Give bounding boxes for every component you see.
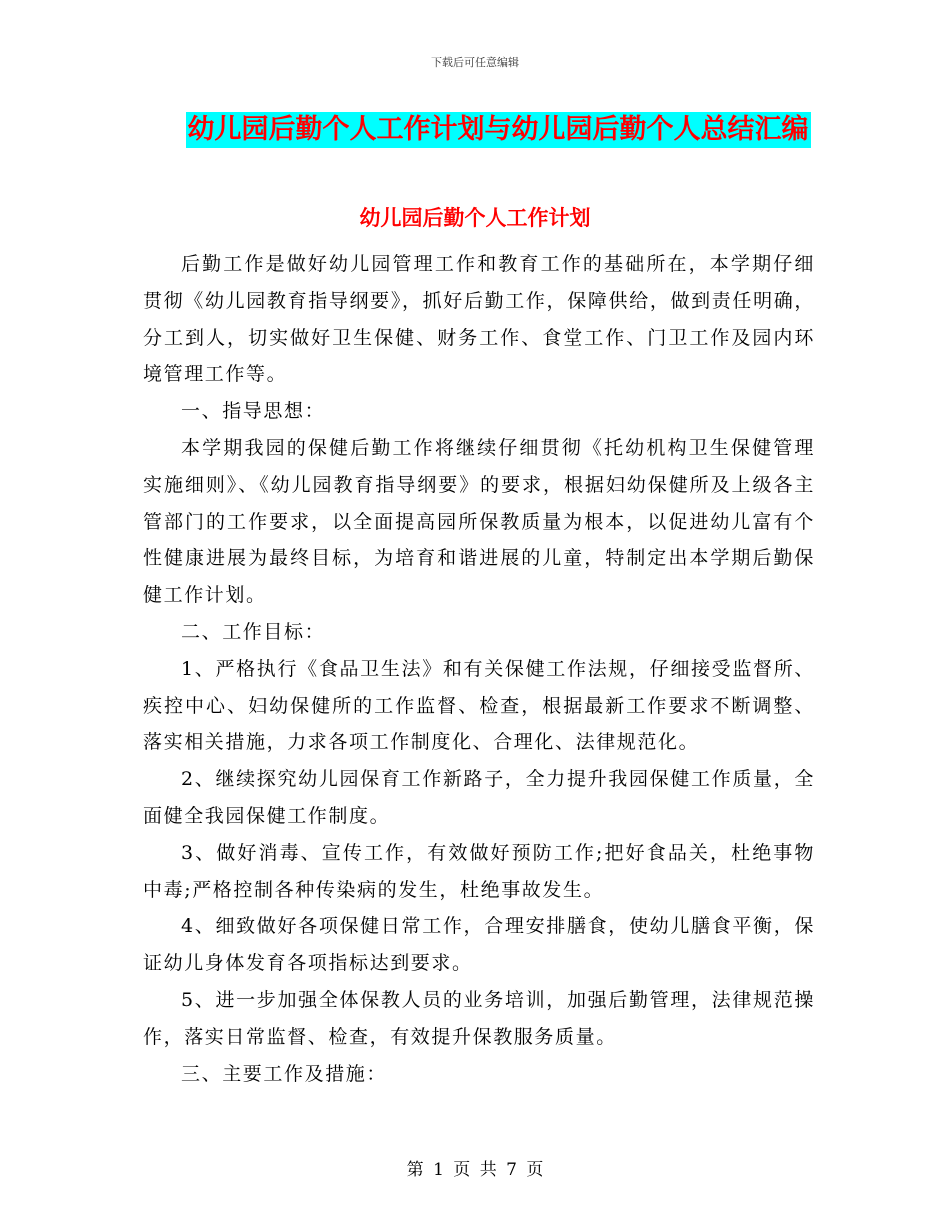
page-footer: 第 1 页 共 7 页 bbox=[406, 1160, 544, 1180]
paragraph-intro: 后勤工作是做好幼儿园管理工作和教育工作的基础所在，本学期仔细贯彻《幼儿园教育指导纲要》，抓好后勤工作，保障供给，做到责任明确，分工到人，切实做好卫生保健、财务工作、食堂工作、门卫工作及园内环境管理工作等。 bbox=[143, 253, 815, 386]
paragraph-goal-4: 4、细致做好各项保健日常工作，合理安排膳食，使幼儿膳食平衡，保证幼儿身体发育各项指标达到要求。 bbox=[143, 915, 815, 975]
paragraph-goal-2: 2、继续探究幼儿园保育工作新路子，全力提升我园保健工作质量，全面健全我园保健工作制度。 bbox=[143, 768, 815, 827]
paragraph-guiding-ideology: 本学期我园的保健后勤工作将继续仔细贯彻《托幼机构卫生保健管理实施细则》、《幼儿园教育指导纲要》的要求，根据妇幼保健所及上级各主管部门的工作要求，以全面提高园所保教质量为根本，以促进幼儿富有个性健康进展为最终目标，为培育和谐进展的儿童，特制定出本学期后勤保健工作计划。 bbox=[143, 436, 815, 607]
header-note: 下载后可任意编辑 bbox=[431, 56, 519, 69]
heading-main-work: 三、主要工作及措施： bbox=[181, 1062, 388, 1085]
section-title: 幼儿园后勤个人工作计划 bbox=[359, 206, 591, 230]
main-title-container bbox=[0, 112, 950, 148]
heading-work-goals: 二、工作目标： bbox=[181, 620, 326, 643]
paragraph-goal-5: 5、进一步加强全体保教人员的业务培训，加强后勤管理，法律规范操作，落实日常监督、检查，有效提升保教服务质量。 bbox=[143, 988, 815, 1048]
heading-guiding-ideology: 一、指导思想： bbox=[181, 400, 326, 423]
paragraph-goal-3: 3、做好消毒、宣传工作，有效做好预防工作;把好食品关，杜绝事物中毒;严格控制各种传染病的发生，杜绝事故发生。 bbox=[143, 841, 815, 901]
main-title: 幼儿园后勤个人工作计划与幼儿园后勤个人总结汇编 bbox=[186, 112, 811, 148]
document-body bbox=[143, 246, 815, 1092]
paragraph-goal-1: 1、严格执行《食品卫生法》和有关保健工作法规，仔细接受监督所、疾控中心、妇幼保健所的工作监督、检查，根据最新工作要求不断调整、落实相关措施，力求各项工作制度化、合理化、法律规范化。 bbox=[143, 657, 815, 754]
